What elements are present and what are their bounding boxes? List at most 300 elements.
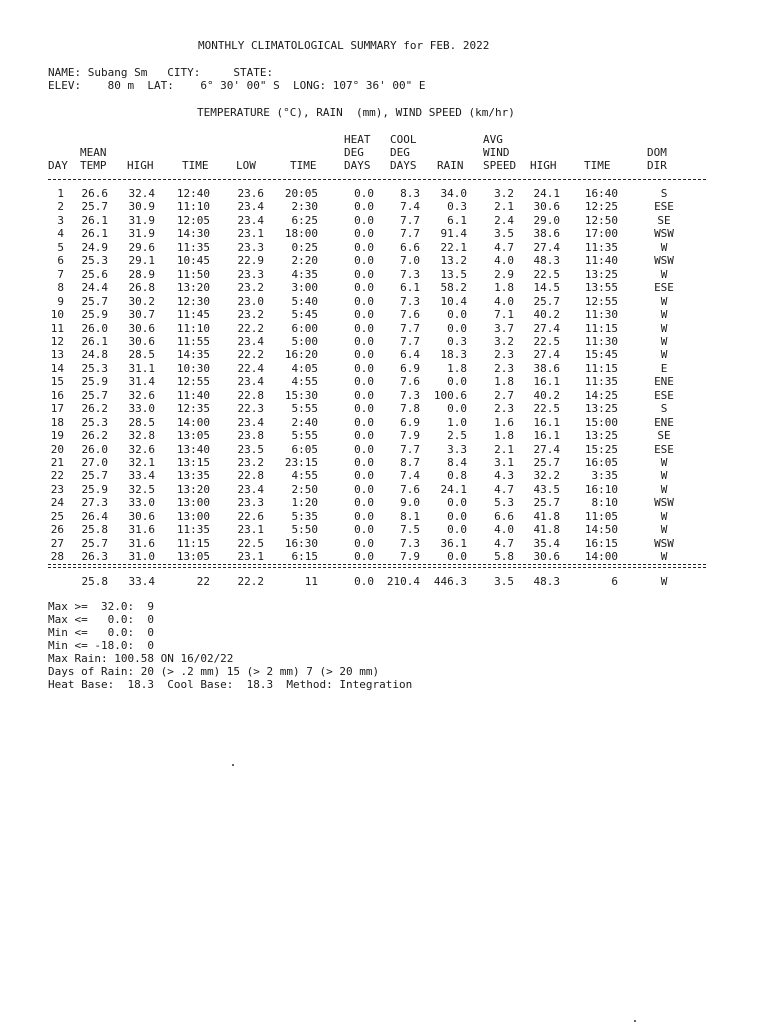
cell-high-temp: 30.6 <box>128 322 155 335</box>
cell-high-temp: 32.8 <box>128 429 155 442</box>
cell-cool-deg-days: 8.1 <box>400 510 420 523</box>
cell-avg-wind-speed: 1.8 <box>494 281 514 294</box>
cell-low-time: 6:15 <box>291 550 318 563</box>
cell-heat-deg-days: 0.0 <box>354 416 374 429</box>
table-row <box>0 510 768 523</box>
cell-low-time: 4:35 <box>291 268 318 281</box>
cell-rain: 0.0 <box>447 523 467 536</box>
cell-cool-deg-days: 7.4 <box>400 469 420 482</box>
cell-high-temp: 30.6 <box>128 510 155 523</box>
divider-bottom-second <box>48 567 706 568</box>
cell-low-temp: 22.4 <box>237 362 264 375</box>
cell-wind-high: 22.5 <box>533 402 560 415</box>
cell-rain: 18.3 <box>440 348 467 361</box>
cell-low-time: 0:25 <box>291 241 318 254</box>
cell-cool-deg-days: 210.4 <box>386 575 420 588</box>
header-cool: COOL <box>390 133 417 146</box>
cell-wind-high: 40.2 <box>533 308 560 321</box>
cell-low-temp: 22.2 <box>237 575 264 588</box>
cell-heat-deg-days: 0.0 <box>354 496 374 509</box>
header-cool-days: DAYS <box>390 159 417 172</box>
cell-wind-time: 15:00 <box>584 416 618 429</box>
cell-mean-temp: 25.7 <box>81 295 108 308</box>
cell-low-time: 18:00 <box>284 227 318 240</box>
cell-high-temp: 32.6 <box>128 443 155 456</box>
cell-wind-time: 11:30 <box>584 335 618 348</box>
cell-avg-wind-speed: 3.2 <box>494 187 514 200</box>
cell-cool-deg-days: 6.1 <box>400 281 420 294</box>
cell-avg-wind-speed: 2.1 <box>494 200 514 213</box>
station-location-line: ELEV: 80 m LAT: 6° 30' 00" S LONG: 107° 36' 00" E <box>48 79 426 92</box>
table-row <box>0 389 768 402</box>
cell-day: 25 <box>50 510 64 523</box>
cell-mean-temp: 25.3 <box>81 416 108 429</box>
cell-high-time: 13:40 <box>176 443 210 456</box>
cell-mean-temp: 26.1 <box>81 335 108 348</box>
cell-high-temp: 31.1 <box>128 362 155 375</box>
cell-dom-dir: S <box>660 402 668 415</box>
cell-cool-deg-days: 7.3 <box>400 389 420 402</box>
cell-high-time: 11:40 <box>176 389 210 402</box>
cell-wind-time: 12:55 <box>584 295 618 308</box>
cell-cool-deg-days: 9.0 <box>400 496 420 509</box>
cell-wind-high: 41.8 <box>533 510 560 523</box>
cell-low-time: 5:55 <box>291 402 318 415</box>
stat-line: Max >= 32.0: 9 <box>48 600 154 613</box>
cell-wind-high: 22.5 <box>533 335 560 348</box>
cell-rain: 13.2 <box>440 254 467 267</box>
cell-day: 28 <box>50 550 64 563</box>
cell-high-time: 11:10 <box>176 200 210 213</box>
cell-low-temp: 23.1 <box>237 550 264 563</box>
cell-dom-dir: E <box>660 362 668 375</box>
header-dir: DIR <box>647 159 667 172</box>
cell-wind-high: 35.4 <box>533 537 560 550</box>
cell-wind-high: 16.1 <box>533 429 560 442</box>
table-row <box>0 483 768 496</box>
cell-wind-time: 11:35 <box>584 241 618 254</box>
cell-high-temp: 31.9 <box>128 227 155 240</box>
cell-high-time: 14:35 <box>176 348 210 361</box>
cell-high-time: 11:10 <box>176 322 210 335</box>
cell-high-time: 11:45 <box>176 308 210 321</box>
cell-dom-dir: SE <box>657 214 671 227</box>
cell-mean-temp: 25.3 <box>81 362 108 375</box>
cell-wind-time: 16:10 <box>584 483 618 496</box>
cell-day: 22 <box>50 469 64 482</box>
cell-low-temp: 23.0 <box>237 295 264 308</box>
cell-mean-temp: 25.9 <box>81 375 108 388</box>
cell-rain: 1.8 <box>447 362 467 375</box>
cell-low-time: 5:45 <box>291 308 318 321</box>
cell-rain: 0.0 <box>447 496 467 509</box>
cell-high-time: 13:15 <box>176 456 210 469</box>
cell-low-time: 3:00 <box>291 281 318 294</box>
cell-high-time: 12:35 <box>176 402 210 415</box>
cell-low-temp: 23.1 <box>237 227 264 240</box>
cell-wind-time: 11:15 <box>584 322 618 335</box>
cell-rain: 1.0 <box>447 416 467 429</box>
cell-low-time: 16:20 <box>284 348 318 361</box>
cell-high-temp: 31.9 <box>128 214 155 227</box>
cell-high-time: 12:30 <box>176 295 210 308</box>
cell-wind-high: 16.1 <box>533 375 560 388</box>
cell-wind-time: 14:50 <box>584 523 618 536</box>
cell-heat-deg-days: 0.0 <box>354 200 374 213</box>
cell-rain: 0.0 <box>447 375 467 388</box>
cell-high-temp: 32.6 <box>128 389 155 402</box>
cell-day: 26 <box>50 523 64 536</box>
cell-high-temp: 26.8 <box>128 281 155 294</box>
cell-dom-dir: W <box>660 295 668 308</box>
cell-heat-deg-days: 0.0 <box>354 241 374 254</box>
cell-wind-time: 13:55 <box>584 281 618 294</box>
cell-cool-deg-days: 7.9 <box>400 429 420 442</box>
cell-wind-high: 30.6 <box>533 200 560 213</box>
cell-rain: 6.1 <box>447 214 467 227</box>
cell-low-time: 15:30 <box>284 389 318 402</box>
cell-low-temp: 23.2 <box>237 456 264 469</box>
cell-low-temp: 23.5 <box>237 443 264 456</box>
cell-cool-deg-days: 7.7 <box>400 443 420 456</box>
cell-wind-high: 27.4 <box>533 322 560 335</box>
cell-high-time: 11:15 <box>176 537 210 550</box>
cell-avg-wind-speed: 2.1 <box>494 443 514 456</box>
cell-low-temp: 23.3 <box>237 496 264 509</box>
cell-day: 10 <box>50 308 64 321</box>
cell-low-temp: 22.9 <box>237 254 264 267</box>
header-low: LOW <box>236 159 256 172</box>
cell-rain: 36.1 <box>440 537 467 550</box>
scan-speck <box>232 764 234 766</box>
cell-rain: 13.5 <box>440 268 467 281</box>
cell-dom-dir: W <box>660 241 668 254</box>
cell-day: 14 <box>50 362 64 375</box>
cell-high-time: 11:35 <box>176 241 210 254</box>
cell-low-temp: 22.2 <box>237 348 264 361</box>
cell-mean-temp: 25.6 <box>81 268 108 281</box>
header-wind-time: TIME <box>584 159 611 172</box>
header-heat: HEAT <box>344 133 371 146</box>
cell-rain: 0.0 <box>447 322 467 335</box>
table-row <box>0 187 768 200</box>
cell-wind-time: 16:40 <box>584 187 618 200</box>
scan-speck <box>634 1020 636 1022</box>
cell-low-temp: 23.4 <box>237 335 264 348</box>
cell-avg-wind-speed: 3.5 <box>494 227 514 240</box>
cell-rain: 24.1 <box>440 483 467 496</box>
cell-avg-wind-speed: 4.7 <box>494 537 514 550</box>
cell-high-temp: 28.5 <box>128 348 155 361</box>
cell-low-temp: 22.2 <box>237 322 264 335</box>
cell-low-temp: 22.5 <box>237 537 264 550</box>
table-row <box>0 537 768 550</box>
cell-high-temp: 33.0 <box>128 496 155 509</box>
cell-avg-wind-speed: 4.7 <box>494 483 514 496</box>
cell-wind-high: 41.8 <box>533 523 560 536</box>
cell-high-temp: 31.6 <box>128 537 155 550</box>
header-deg-cool: DEG <box>390 146 410 159</box>
cell-dom-dir: W <box>660 469 668 482</box>
cell-high-temp: 30.2 <box>128 295 155 308</box>
cell-wind-time: 13:25 <box>584 429 618 442</box>
cell-wind-high: 25.7 <box>533 496 560 509</box>
cell-low-time: 5:00 <box>291 335 318 348</box>
divider-bottom <box>48 564 706 565</box>
cell-heat-deg-days: 0.0 <box>354 254 374 267</box>
cell-low-temp: 23.2 <box>237 308 264 321</box>
table-row <box>0 443 768 456</box>
stat-line: Min <= -18.0: 0 <box>48 639 154 652</box>
cell-rain: 34.0 <box>440 187 467 200</box>
cell-mean-temp: 26.1 <box>81 214 108 227</box>
cell-wind-high: 27.4 <box>533 241 560 254</box>
cell-low-temp: 23.4 <box>237 483 264 496</box>
cell-wind-time: 11:35 <box>584 375 618 388</box>
cell-wind-time: 15:25 <box>584 443 618 456</box>
cell-mean-temp: 26.0 <box>81 322 108 335</box>
cell-day: 6 <box>57 254 64 267</box>
cell-cool-deg-days: 8.7 <box>400 456 420 469</box>
cell-mean-temp: 25.7 <box>81 200 108 213</box>
cell-rain: 8.4 <box>447 456 467 469</box>
table-row <box>0 402 768 415</box>
cell-dom-dir: ESE <box>654 443 674 456</box>
cell-high-time: 12:55 <box>176 375 210 388</box>
cell-rain: 0.0 <box>447 510 467 523</box>
cell-cool-deg-days: 6.9 <box>400 362 420 375</box>
stat-line: Max Rain: 100.58 ON 16/02/22 <box>48 652 234 665</box>
cell-low-time: 1:20 <box>291 496 318 509</box>
cell-low-time: 6:25 <box>291 214 318 227</box>
cell-high-time: 22 <box>196 575 210 588</box>
cell-wind-time: 11:30 <box>584 308 618 321</box>
cell-low-time: 4:55 <box>291 375 318 388</box>
cell-low-temp: 22.6 <box>237 510 264 523</box>
cell-high-temp: 33.0 <box>128 402 155 415</box>
cell-wind-high: 25.7 <box>533 295 560 308</box>
cell-cool-deg-days: 7.8 <box>400 402 420 415</box>
cell-dom-dir: WSW <box>654 537 674 550</box>
cell-high-time: 10:30 <box>176 362 210 375</box>
cell-dom-dir: S <box>660 187 668 200</box>
cell-wind-high: 30.6 <box>533 550 560 563</box>
cell-cool-deg-days: 6.9 <box>400 416 420 429</box>
header-wind-high: HIGH <box>530 159 557 172</box>
cell-avg-wind-speed: 2.3 <box>494 348 514 361</box>
cell-cool-deg-days: 7.7 <box>400 335 420 348</box>
cell-high-temp: 29.1 <box>128 254 155 267</box>
stat-line: Max <= 0.0: 0 <box>48 613 154 626</box>
table-row <box>0 227 768 240</box>
cell-high-temp: 30.6 <box>128 335 155 348</box>
cell-day: 5 <box>57 241 64 254</box>
cell-avg-wind-speed: 7.1 <box>494 308 514 321</box>
cell-heat-deg-days: 0.0 <box>354 510 374 523</box>
cell-high-time: 11:50 <box>176 268 210 281</box>
cell-heat-deg-days: 0.0 <box>354 575 374 588</box>
cell-dom-dir: W <box>660 575 668 588</box>
cell-rain: 0.3 <box>447 335 467 348</box>
cell-wind-time: 14:25 <box>584 389 618 402</box>
report-title: MONTHLY CLIMATOLOGICAL SUMMARY for FEB. 2022 <box>198 39 490 52</box>
cell-high-temp: 30.7 <box>128 308 155 321</box>
cell-mean-temp: 25.9 <box>81 483 108 496</box>
cell-rain: 0.3 <box>447 200 467 213</box>
cell-cool-deg-days: 7.3 <box>400 268 420 281</box>
cell-cool-deg-days: 6.4 <box>400 348 420 361</box>
header-wind: WIND <box>483 146 510 159</box>
table-row <box>0 416 768 429</box>
cell-high-time: 10:45 <box>176 254 210 267</box>
cell-avg-wind-speed: 1.6 <box>494 416 514 429</box>
cell-low-time: 2:20 <box>291 254 318 267</box>
cell-heat-deg-days: 0.0 <box>354 362 374 375</box>
cell-mean-temp: 26.1 <box>81 227 108 240</box>
cell-day: 12 <box>50 335 64 348</box>
cell-heat-deg-days: 0.0 <box>354 308 374 321</box>
cell-high-temp: 33.4 <box>128 575 155 588</box>
cell-heat-deg-days: 0.0 <box>354 214 374 227</box>
cell-day: 8 <box>57 281 64 294</box>
cell-high-time: 13:00 <box>176 510 210 523</box>
cell-avg-wind-speed: 5.3 <box>494 496 514 509</box>
cell-rain: 22.1 <box>440 241 467 254</box>
cell-low-temp: 23.4 <box>237 375 264 388</box>
cell-heat-deg-days: 0.0 <box>354 335 374 348</box>
cell-day: 4 <box>57 227 64 240</box>
cell-day: 21 <box>50 456 64 469</box>
table-row <box>0 200 768 213</box>
cell-low-time: 5:55 <box>291 429 318 442</box>
table-row <box>0 375 768 388</box>
cell-low-temp: 23.4 <box>237 200 264 213</box>
cell-low-time: 11 <box>304 575 318 588</box>
cell-mean-temp: 25.8 <box>81 575 108 588</box>
cell-rain: 2.5 <box>447 429 467 442</box>
cell-wind-time: 3:35 <box>591 469 618 482</box>
header-day: DAY <box>48 159 68 172</box>
cell-heat-deg-days: 0.0 <box>354 295 374 308</box>
cell-low-time: 5:40 <box>291 295 318 308</box>
cell-day: 1 <box>57 187 64 200</box>
cell-rain: 91.4 <box>440 227 467 240</box>
cell-low-temp: 22.8 <box>237 389 264 402</box>
cell-dom-dir: WSW <box>654 496 674 509</box>
cell-avg-wind-speed: 1.8 <box>494 375 514 388</box>
cell-heat-deg-days: 0.0 <box>354 322 374 335</box>
cell-wind-time: 11:40 <box>584 254 618 267</box>
cell-wind-time: 14:00 <box>584 550 618 563</box>
cell-wind-high: 22.5 <box>533 268 560 281</box>
cell-mean-temp: 25.7 <box>81 389 108 402</box>
cell-low-temp: 23.6 <box>237 187 264 200</box>
cell-high-temp: 31.0 <box>128 550 155 563</box>
cell-day: 18 <box>50 416 64 429</box>
cell-high-temp: 28.5 <box>128 416 155 429</box>
cell-cool-deg-days: 7.6 <box>400 308 420 321</box>
cell-high-temp: 29.6 <box>128 241 155 254</box>
table-row <box>0 523 768 536</box>
cell-day: 16 <box>50 389 64 402</box>
cell-low-temp: 22.3 <box>237 402 264 415</box>
cell-mean-temp: 24.9 <box>81 241 108 254</box>
cell-low-time: 4:55 <box>291 469 318 482</box>
cell-avg-wind-speed: 3.2 <box>494 335 514 348</box>
table-row <box>0 348 768 361</box>
cell-day: 7 <box>57 268 64 281</box>
cell-day: 2 <box>57 200 64 213</box>
cell-low-time: 2:40 <box>291 416 318 429</box>
column-header <box>0 133 768 173</box>
cell-high-temp: 31.6 <box>128 523 155 536</box>
cell-wind-high: 48.3 <box>533 575 560 588</box>
header-temp: TEMP <box>80 159 107 172</box>
cell-high-time: 11:55 <box>176 335 210 348</box>
cell-avg-wind-speed: 4.0 <box>494 523 514 536</box>
cell-wind-high: 27.4 <box>533 443 560 456</box>
cell-rain: 0.8 <box>447 469 467 482</box>
cell-mean-temp: 25.9 <box>81 308 108 321</box>
cell-wind-time: 16:05 <box>584 456 618 469</box>
cell-wind-high: 43.5 <box>533 483 560 496</box>
cell-cool-deg-days: 7.7 <box>400 214 420 227</box>
cell-cool-deg-days: 7.0 <box>400 254 420 267</box>
statistics-block <box>48 600 412 691</box>
cell-wind-time: 12:25 <box>584 200 618 213</box>
cell-wind-time: 11:15 <box>584 362 618 375</box>
cell-wind-time: 8:10 <box>591 496 618 509</box>
cell-wind-time: 13:25 <box>584 268 618 281</box>
cell-cool-deg-days: 7.4 <box>400 200 420 213</box>
cell-mean-temp: 26.4 <box>81 510 108 523</box>
table-row <box>0 456 768 469</box>
cell-dom-dir: W <box>660 335 668 348</box>
cell-mean-temp: 26.6 <box>81 187 108 200</box>
cell-avg-wind-speed: 5.8 <box>494 550 514 563</box>
cell-wind-high: 25.7 <box>533 456 560 469</box>
cell-day: 27 <box>50 537 64 550</box>
cell-dom-dir: WSW <box>654 227 674 240</box>
stat-line: Heat Base: 18.3 Cool Base: 18.3 Method: Integration <box>48 678 413 691</box>
cell-avg-wind-speed: 2.9 <box>494 268 514 281</box>
cell-wind-time: 11:05 <box>584 510 618 523</box>
header-dom: DOM <box>647 146 667 159</box>
cell-dom-dir: ESE <box>654 200 674 213</box>
cell-day: 19 <box>50 429 64 442</box>
cell-high-temp: 32.5 <box>128 483 155 496</box>
cell-low-temp: 22.8 <box>237 469 264 482</box>
table-row <box>0 496 768 509</box>
cell-low-time: 23:15 <box>284 456 318 469</box>
cell-rain: 0.0 <box>447 308 467 321</box>
cell-wind-time: 6 <box>611 575 618 588</box>
station-name-line: NAME: Subang Sm CITY: STATE: <box>48 66 274 79</box>
header-deg-heat: DEG <box>344 146 364 159</box>
cell-avg-wind-speed: 3.5 <box>494 575 514 588</box>
cell-cool-deg-days: 7.9 <box>400 550 420 563</box>
cell-high-temp: 32.1 <box>128 456 155 469</box>
cell-wind-time: 17:00 <box>584 227 618 240</box>
cell-heat-deg-days: 0.0 <box>354 550 374 563</box>
cell-cool-deg-days: 7.6 <box>400 483 420 496</box>
cell-heat-deg-days: 0.0 <box>354 483 374 496</box>
cell-rain: 58.2 <box>440 281 467 294</box>
cell-wind-high: 32.2 <box>533 469 560 482</box>
cell-dom-dir: ESE <box>654 389 674 402</box>
cell-mean-temp: 24.4 <box>81 281 108 294</box>
cell-heat-deg-days: 0.0 <box>354 443 374 456</box>
